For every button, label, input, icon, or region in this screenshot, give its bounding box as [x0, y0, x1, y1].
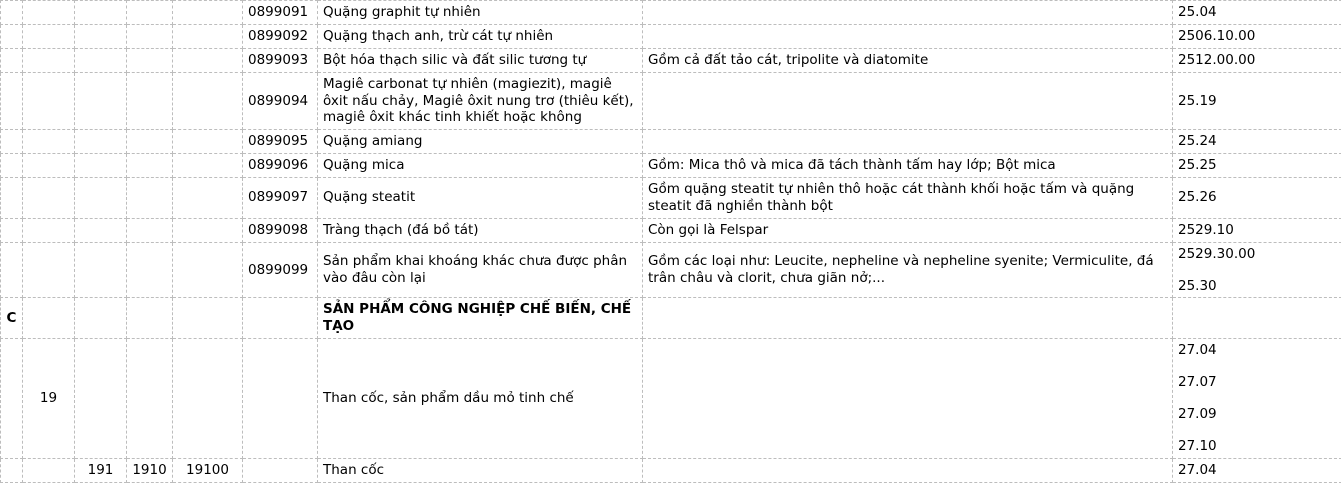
hs-code-line: 27.07: [1178, 374, 1217, 390]
cell-level-e: [173, 24, 243, 48]
cell-description: [643, 130, 1173, 154]
cell-name: Quặng steatit: [318, 178, 643, 219]
cell-hs-code: [1173, 48, 1341, 72]
cell-description: Gồm: Mica thô và mica đã tách thành tấm hay lớp; Bột mica: [643, 154, 1173, 178]
cell-name: Sản phẩm khai khoáng khác chưa được phân vào đâu còn lại: [318, 242, 643, 298]
hs-code-line: 25.26: [1178, 189, 1217, 206]
cell-level-b: 19: [23, 339, 75, 459]
cell-code: 0899099: [243, 242, 318, 298]
cell-level-d: [127, 72, 173, 130]
hs-code-line: 27.09: [1178, 405, 1217, 422]
cell-description: [643, 24, 1173, 48]
cell-code: 0899098: [243, 218, 318, 242]
hs-code-line: 27.10: [1178, 437, 1217, 454]
cell-name: SẢN PHẨM CÔNG NGHIỆP CHẾ BIẾN, CHẾ TẠO: [318, 298, 643, 339]
cell-name: Quặng thạch anh, trừ cát tự nhiên: [318, 24, 643, 48]
cell-level-d: [127, 48, 173, 72]
cell-code: [243, 458, 318, 482]
cell-description: [643, 298, 1173, 339]
cell-code: 0899093: [243, 48, 318, 72]
hs-code-line: 2512.00.00: [1178, 51, 1256, 68]
cell-level-c: [75, 178, 127, 219]
hs-code-line: 2529.30.00: [1178, 245, 1256, 262]
cell-name: Quặng mica: [318, 154, 643, 178]
cell-level-e: [173, 218, 243, 242]
hs-code-line: 27.04: [1178, 461, 1217, 478]
cell-level-a: [1, 458, 23, 482]
cell-hs-code: [1173, 178, 1341, 219]
cell-level-e: [173, 339, 243, 459]
cell-name: Than cốc, sản phẩm dầu mỏ tinh chế: [318, 339, 643, 459]
cell-level-e: [173, 1, 243, 25]
hs-code-line: 27.04: [1178, 342, 1217, 359]
table-row: [1, 242, 1341, 298]
cell-level-c: [75, 72, 127, 130]
cell-level-e: [173, 48, 243, 72]
cell-level-b: [23, 218, 75, 242]
cell-level-b: [23, 154, 75, 178]
cell-code: [243, 298, 318, 339]
cell-level-b: [23, 24, 75, 48]
cell-name: Quặng amiang: [318, 130, 643, 154]
table-row: [1, 178, 1341, 219]
cell-level-d: [127, 298, 173, 339]
cell-level-b: [23, 1, 75, 25]
cell-level-a: [1, 130, 23, 154]
cell-level-e: 19100: [173, 458, 243, 482]
cell-hs-code: [1173, 298, 1341, 339]
cell-code: 0899095: [243, 130, 318, 154]
cell-level-e: [173, 242, 243, 298]
cell-code: 0899097: [243, 178, 318, 219]
cell-level-d: [127, 339, 173, 459]
cell-level-d: 1910: [127, 458, 173, 482]
cell-level-b: [23, 458, 75, 482]
cell-level-a: [1, 72, 23, 130]
cell-level-d: [127, 242, 173, 298]
hs-code-line: 25.04: [1178, 4, 1217, 20]
cell-level-b: [23, 178, 75, 219]
cell-name: Quặng graphit tự nhiên: [318, 1, 643, 25]
cell-level-d: [127, 218, 173, 242]
cell-level-c: [75, 154, 127, 178]
cell-hs-code: [1173, 130, 1341, 154]
cell-description: Gồm quặng steatit tự nhiên thô hoặc cát thành khối hoặc tấm và quặng steatit đã nghiền thành bột: [643, 178, 1173, 219]
cell-level-c: [75, 218, 127, 242]
cell-level-a: [1, 154, 23, 178]
cell-level-a: [1, 24, 23, 48]
cell-level-d: [127, 178, 173, 219]
cell-code: [243, 339, 318, 459]
cell-level-e: [173, 154, 243, 178]
cell-level-c: 191: [75, 458, 127, 482]
cell-hs-code: [1173, 218, 1341, 242]
cell-level-d: [127, 130, 173, 154]
cell-description: [643, 458, 1173, 482]
table-row: [1, 458, 1341, 482]
cell-hs-code: [1173, 458, 1341, 482]
hs-code-line: 25.30: [1178, 277, 1217, 294]
cell-hs-code: [1173, 72, 1341, 130]
cell-level-e: [173, 178, 243, 219]
cell-code: 0899094: [243, 72, 318, 130]
table-row-section-header: [1, 298, 1341, 339]
table-row: [1, 154, 1341, 178]
cell-level-a: [1, 1, 23, 25]
hs-code-line: 25.19: [1178, 92, 1217, 109]
cell-level-d: [127, 154, 173, 178]
hs-code-line: 25.24: [1178, 133, 1217, 150]
cell-name: Tràng thạch (đá bồ tát): [318, 218, 643, 242]
cell-level-a: [1, 218, 23, 242]
hs-code-line: 25.25: [1178, 157, 1217, 174]
cell-level-c: [75, 298, 127, 339]
hs-code-line: 2506.10.00: [1178, 27, 1256, 44]
cell-level-e: [173, 298, 243, 339]
hs-code-line: 2529.10: [1178, 221, 1234, 238]
cell-description: [643, 339, 1173, 459]
cell-level-d: [127, 1, 173, 25]
cell-level-c: [75, 130, 127, 154]
cell-hs-code: [1173, 339, 1341, 459]
cell-level-c: [75, 339, 127, 459]
table-row: [1, 218, 1341, 242]
table-row: [1, 48, 1341, 72]
cell-name: Bột hóa thạch silic và đất silic tương tự: [318, 48, 643, 72]
cell-code: 0899092: [243, 24, 318, 48]
cell-level-e: [173, 130, 243, 154]
cell-hs-code: [1173, 242, 1341, 298]
cell-level-b: [23, 298, 75, 339]
table-row: [1, 339, 1341, 459]
cell-hs-code: [1173, 1, 1341, 25]
table-body: [1, 1, 1341, 483]
table-row: [1, 24, 1341, 48]
cell-level-d: [127, 24, 173, 48]
cell-name: Than cốc: [318, 458, 643, 482]
cell-code: 0899096: [243, 154, 318, 178]
table-row: [1, 72, 1341, 130]
cell-level-a: [1, 48, 23, 72]
cell-level-c: [75, 48, 127, 72]
cell-hs-code: [1173, 154, 1341, 178]
cell-level-b: [23, 48, 75, 72]
cell-level-b: [23, 130, 75, 154]
cell-level-a: [1, 178, 23, 219]
cell-level-c: [75, 24, 127, 48]
cell-level-a: [1, 242, 23, 298]
cell-hs-code: [1173, 24, 1341, 48]
table-row: [1, 1, 1341, 25]
cell-code: 0899091: [243, 1, 318, 25]
cell-description: Gồm các loại như: Leucite, nepheline và nepheline syenite; Vermiculite, đá trân châu và clorit, chưa giãn nở;...: [643, 242, 1173, 298]
cell-level-b: [23, 72, 75, 130]
cell-description: [643, 1, 1173, 25]
cell-description: [643, 72, 1173, 130]
cell-level-c: [75, 242, 127, 298]
cell-description: Còn gọi là Felspar: [643, 218, 1173, 242]
cell-description: Gồm cả đất tảo cát, tripolite và diatomite: [643, 48, 1173, 72]
cell-level-b: [23, 242, 75, 298]
cell-level-c: [75, 1, 127, 25]
cell-level-e: [173, 72, 243, 130]
cell-level-a: C: [1, 298, 23, 339]
cell-level-a: [1, 339, 23, 459]
cell-name: Magiê carbonat tự nhiên (magiezit), magiê ôxit nấu chảy, Magiê ôxit nung trơ (thiêu kết), magiê ôxit khác tinh khiết hoặc không: [318, 72, 643, 130]
table-row: [1, 130, 1341, 154]
